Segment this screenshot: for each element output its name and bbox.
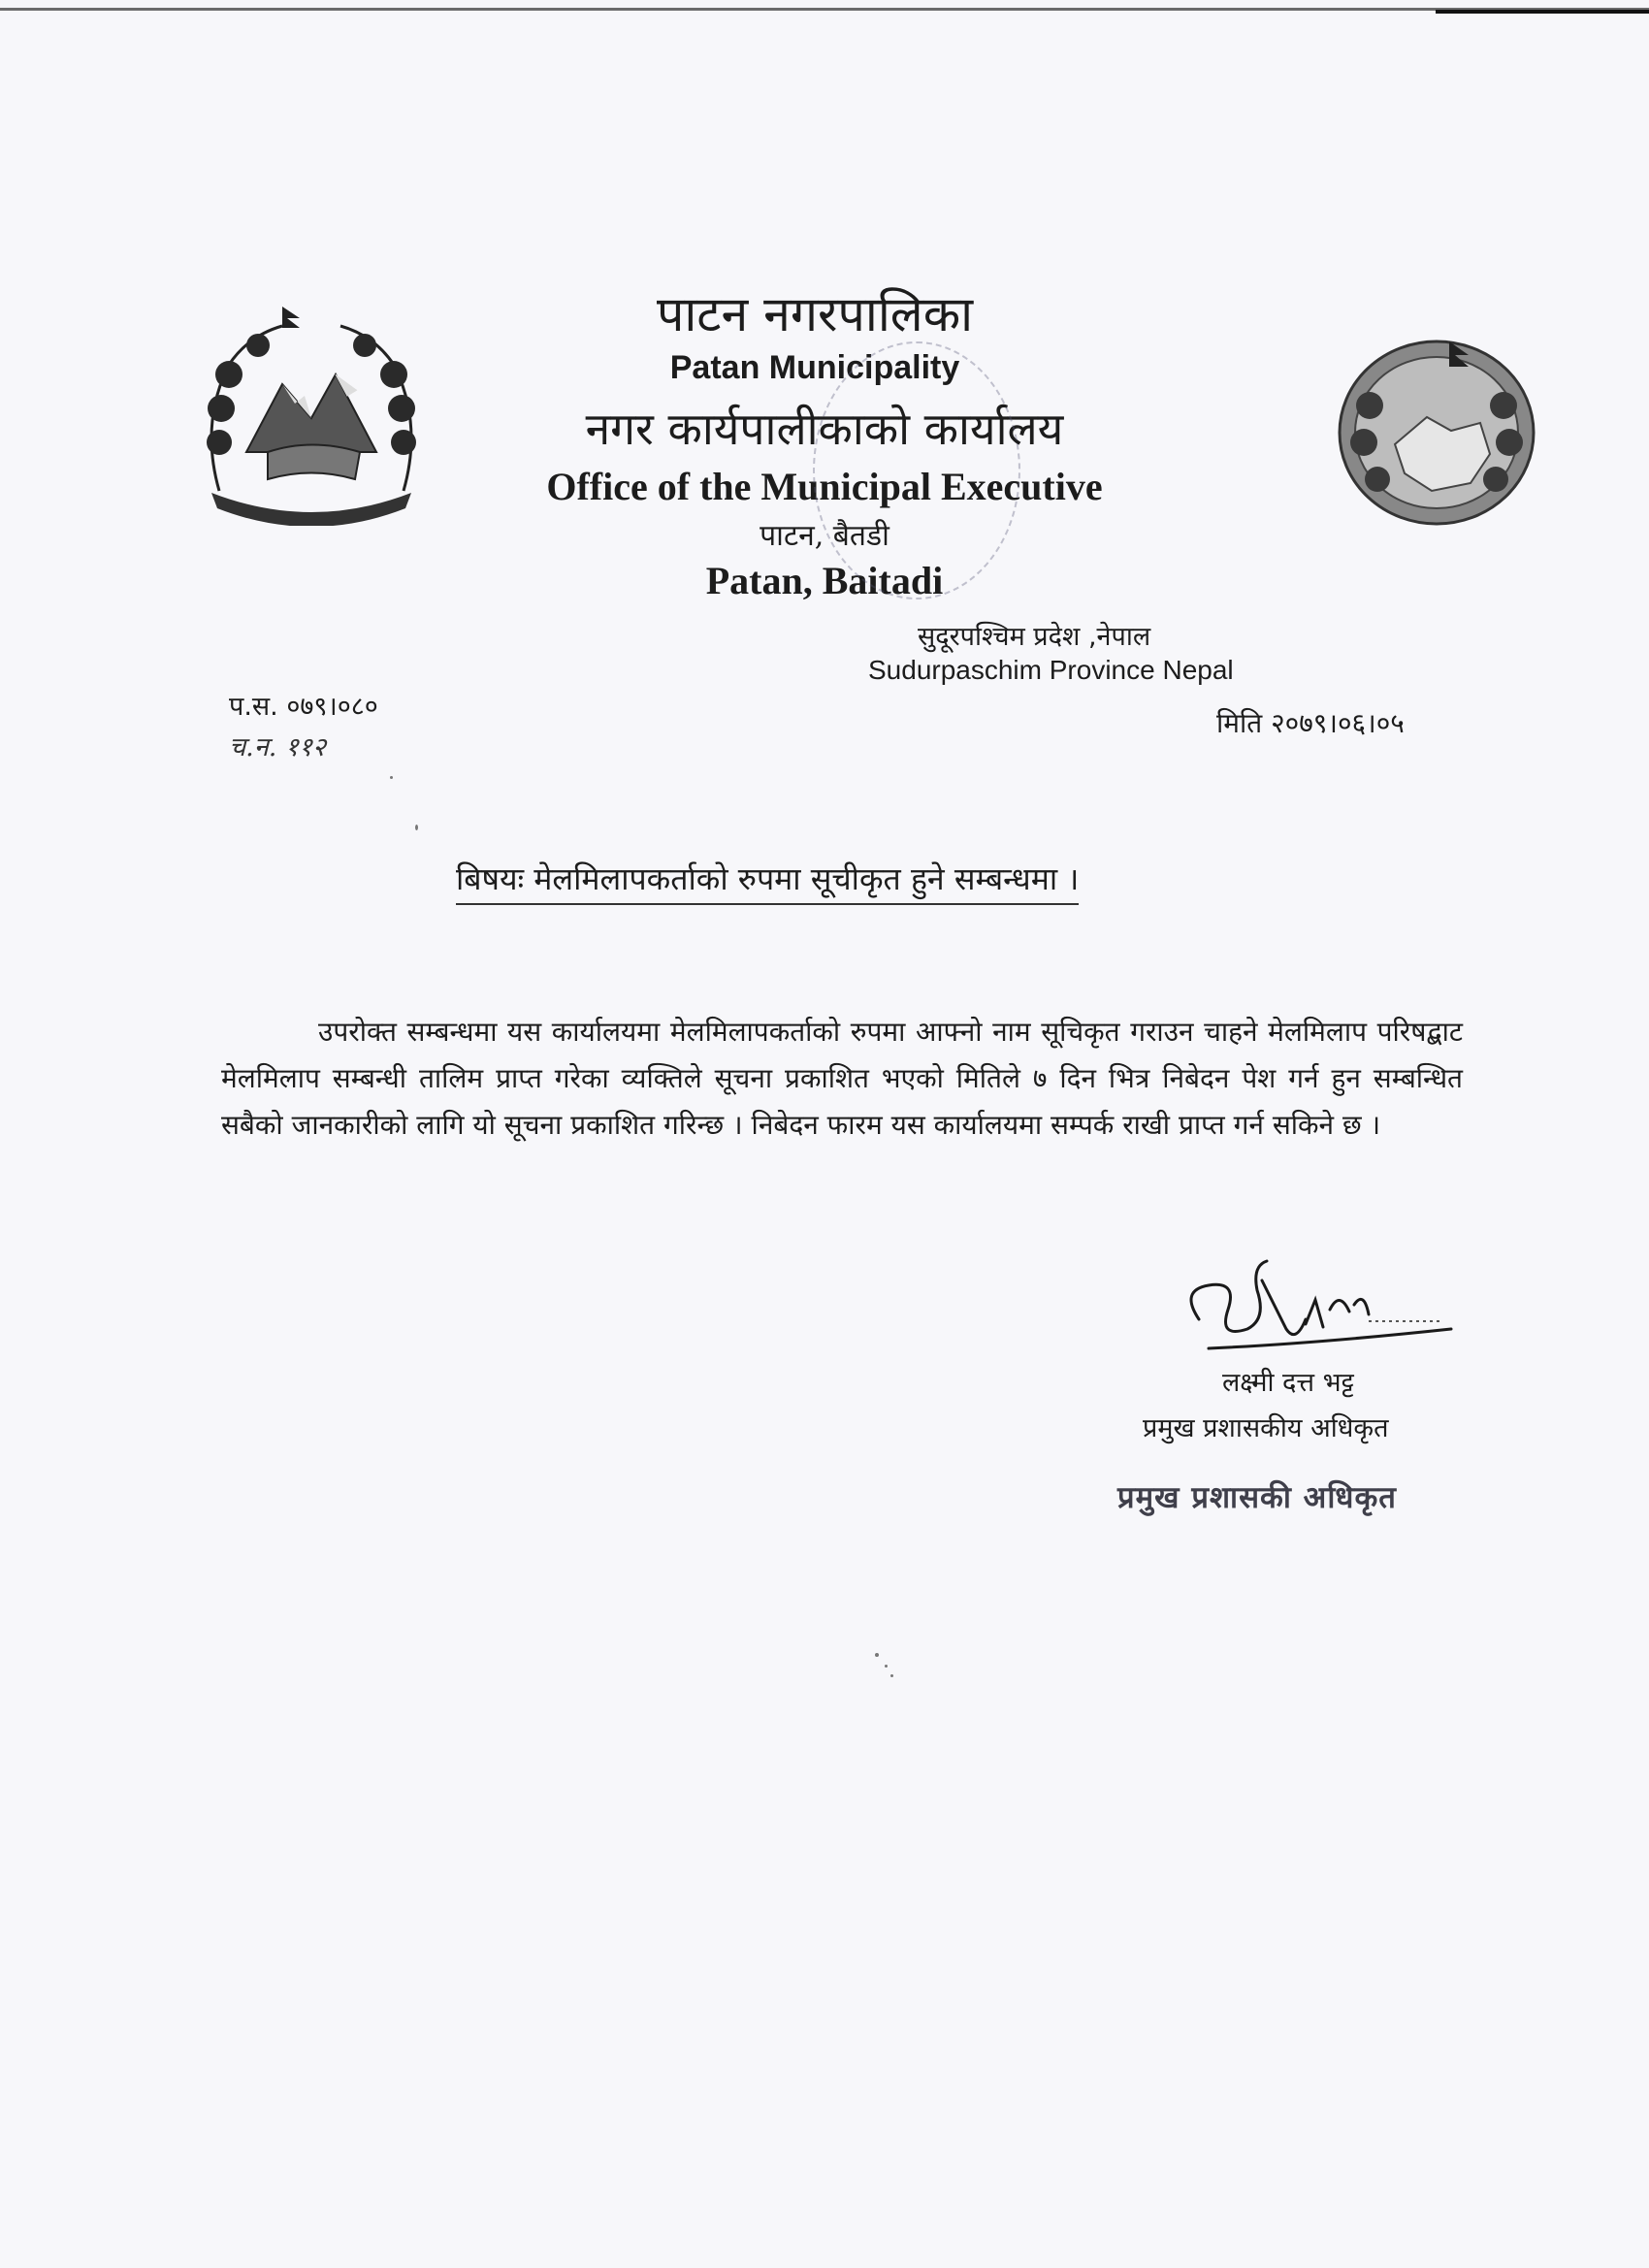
letter-date: मिति २०७९।०६।०५ [1216, 707, 1405, 739]
scan-speck [885, 1665, 888, 1668]
letter-body: उपरोक्त सम्बन्धमा यस कार्यालयमा मेलमिलापकर्ताको रुपमा आफ्नो नाम सूचिकृत गराउन चाहने मेलमिलाप परिषद्बाट मेलमिलाप सम्बन्धी तालिम प्राप्त गरेका व्यक्तिले सूचना प्रकाशित भएको मितिले ७ दिन भित्र निबेदन पेश गर्न हुन सम्बन्धित सबैको जानकारीको लागि यो सूचना प्रकाशित गरिन्छ । निबेदन फारम यस कार्यालयमा सम्पर्क राखी प्राप्त गर्न सकिने छ । [221, 1016, 1463, 1141]
dispatch-number: च.न. ११२ [229, 732, 326, 762]
signatory-name: लक्ष्मी दत्त भट्ट [1222, 1368, 1354, 1398]
municipality-name-english: Patan Municipality [669, 349, 960, 386]
scan-top-edge-dark [1436, 10, 1649, 14]
location-english: Patan, Baitadi [705, 559, 944, 602]
scan-top-edge [0, 8, 1649, 11]
handwritten-signature [1170, 1251, 1461, 1368]
nepal-coat-of-arms-emblem [190, 307, 433, 526]
scan-speck [415, 825, 418, 830]
designation-stamp: प्रमुख प्रशासकी अधिकृत [1117, 1480, 1397, 1515]
municipality-logo-emblem [1335, 338, 1538, 528]
office-seal-stamp [813, 341, 1020, 599]
letter-reference-number: प.स. ०७९।०८० [229, 692, 378, 722]
letter-subject: बिषयः मेलमिलापकर्ताको रुपमा सूचीकृत हुने सम्बन्धमा । [456, 858, 1079, 905]
office-name-nepali: नगर कार्यपालीकाको कार्यालय [585, 403, 1064, 455]
location-nepali: पाटन, बैतडी [760, 519, 889, 553]
scan-speck [890, 1674, 893, 1677]
office-name-english: Office of the Municipal Executive [546, 465, 1103, 508]
scan-speck [875, 1653, 879, 1657]
province-english: Sudurpaschim Province Nepal [868, 655, 1234, 685]
municipality-name-nepali: पाटन नगरपालिका [656, 286, 974, 342]
province-nepali: सुदूरपश्चिम प्रदेश ,नेपाल [918, 622, 1151, 652]
scan-speck [390, 776, 393, 779]
signatory-title: प्रमुख प्रशासकीय अधिकृत [1143, 1413, 1389, 1443]
